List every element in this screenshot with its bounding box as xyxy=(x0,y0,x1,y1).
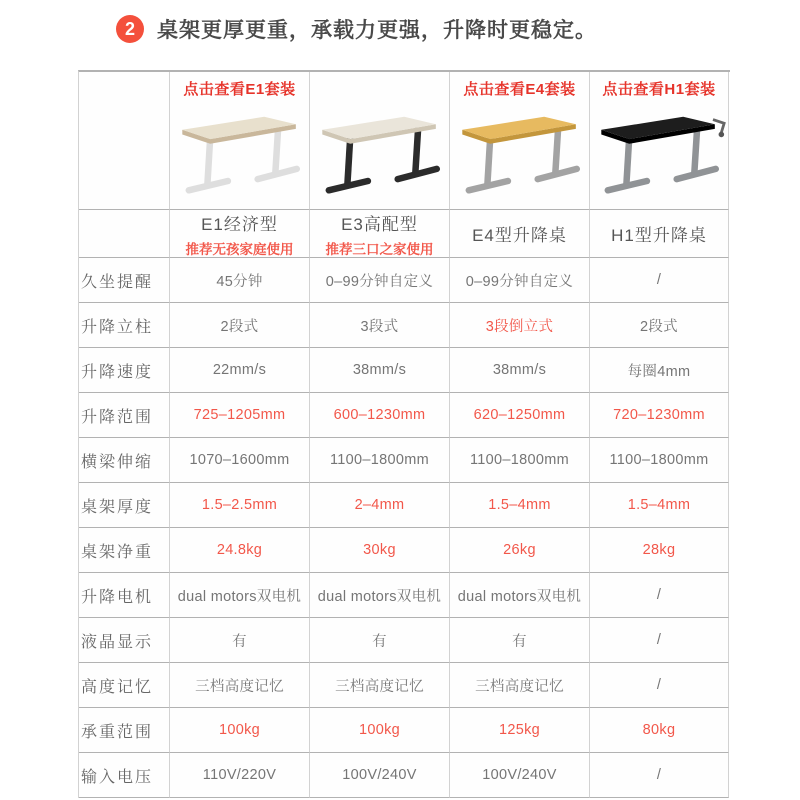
product-name-h1: H1型升降桌 xyxy=(611,226,707,245)
spec-value-e1: 45分钟 xyxy=(170,258,310,303)
spec-value-e4: 26kg xyxy=(450,528,590,573)
spec-row-label: 升降立柱 xyxy=(79,303,170,348)
spec-value-h1: 28kg xyxy=(590,528,729,573)
view-set-link-e4[interactable]: 点击查看E4套装 xyxy=(463,81,576,98)
spec-value-e3: 有 xyxy=(310,618,450,663)
spec-value-e3: 38mm/s xyxy=(310,348,450,393)
spec-value-e4: 1.5–4mm xyxy=(450,483,590,528)
spec-value-h1: 80kg xyxy=(590,708,729,753)
spec-value-e1: 22mm/s xyxy=(170,348,310,393)
spec-row-label: 液晶显示 xyxy=(79,618,170,663)
product-name-e4: E4型升降桌 xyxy=(472,226,567,245)
step-number-badge: 2 xyxy=(116,15,144,43)
spec-value-e3: 3段式 xyxy=(310,303,450,348)
spec-value-h1: / xyxy=(590,618,729,663)
spec-value-e4: 125kg xyxy=(450,708,590,753)
product-header-e1 xyxy=(170,72,310,210)
product-header-e4 xyxy=(450,72,590,210)
spec-value-h1: 每圈4mm xyxy=(590,348,729,393)
spec-value-e1: 1070–1600mm xyxy=(170,438,310,483)
spec-value-e4: 三档高度记忆 xyxy=(450,663,590,708)
product-subtitle-e1: 推荐无孩家庭使用 xyxy=(185,241,294,257)
desk-product-image xyxy=(173,104,307,204)
product-name-e1: E1经济型 xyxy=(201,214,278,234)
view-set-link-h1[interactable]: 点击查看H1套装 xyxy=(602,81,716,98)
section-headline xyxy=(116,14,597,44)
spec-corner-cell xyxy=(79,72,170,210)
spec-value-e4: 0–99分钟自定义 xyxy=(450,258,590,303)
spec-value-e4: 1100–1800mm xyxy=(450,438,590,483)
spec-row-label: 升降电机 xyxy=(79,573,170,618)
spec-row-label: 升降速度 xyxy=(79,348,170,393)
spec-value-e3: dual motors双电机 xyxy=(310,573,450,618)
spec-row-label: 桌架厚度 xyxy=(79,483,170,528)
spec-value-e3: 100V/240V xyxy=(310,753,450,798)
spec-value-e3: 600–1230mm xyxy=(310,393,450,438)
product-name-cell-e3 xyxy=(310,210,450,258)
spec-row-label: 久坐提醒 xyxy=(79,258,170,303)
product-name-cell-e1 xyxy=(170,210,310,258)
spec-value-e1: 1.5–2.5mm xyxy=(170,483,310,528)
view-set-link-e1[interactable]: 点击查看E1套装 xyxy=(183,81,296,98)
spec-row-label: 桌架净重 xyxy=(79,528,170,573)
product-comparison-table xyxy=(78,70,730,798)
product-subtitle-e3: 推荐三口之家使用 xyxy=(325,241,434,257)
desk-product-image xyxy=(313,104,447,204)
spec-value-e1: 24.8kg xyxy=(170,528,310,573)
spec-row-label: 横梁伸缩 xyxy=(79,438,170,483)
spec-value-h1: 2段式 xyxy=(590,303,729,348)
spec-value-e4: 38mm/s xyxy=(450,348,590,393)
spec-value-e1: dual motors双电机 xyxy=(170,573,310,618)
spec-value-h1: 1.5–4mm xyxy=(590,483,729,528)
spec-value-e1: 有 xyxy=(170,618,310,663)
product-name-cell-h1 xyxy=(590,210,729,258)
spec-row-label: 输入电压 xyxy=(79,753,170,798)
desk-product-image xyxy=(453,104,587,204)
spec-value-e3: 三档高度记忆 xyxy=(310,663,450,708)
spec-value-e1: 100kg xyxy=(170,708,310,753)
desk-product-image xyxy=(592,104,726,204)
spec-value-e1: 110V/220V xyxy=(170,753,310,798)
product-header-e3 xyxy=(310,72,450,210)
spec-value-h1: / xyxy=(590,753,729,798)
spec-row-label: 升降范围 xyxy=(79,393,170,438)
spec-value-e4: 3段倒立式 xyxy=(450,303,590,348)
spec-value-e4: dual motors双电机 xyxy=(450,573,590,618)
spec-name-spacer-cell xyxy=(79,210,170,258)
spec-value-e3: 0–99分钟自定义 xyxy=(310,258,450,303)
product-name-cell-e4 xyxy=(450,210,590,258)
product-name-e3: E3高配型 xyxy=(341,214,418,234)
section-title: 桌架更厚更重，承载力更强，升降时更稳定。 xyxy=(157,19,597,42)
spec-value-h1: / xyxy=(590,573,729,618)
spec-row-label: 承重范围 xyxy=(79,708,170,753)
spec-value-e3: 30kg xyxy=(310,528,450,573)
spec-value-e3: 100kg xyxy=(310,708,450,753)
spec-value-h1: 720–1230mm xyxy=(590,393,729,438)
spec-row-label: 高度记忆 xyxy=(79,663,170,708)
spec-value-e4: 有 xyxy=(450,618,590,663)
spec-value-e3: 1100–1800mm xyxy=(310,438,450,483)
spec-value-h1: / xyxy=(590,258,729,303)
product-header-h1 xyxy=(590,72,729,210)
spec-value-e3: 2–4mm xyxy=(310,483,450,528)
spec-value-h1: / xyxy=(590,663,729,708)
spec-value-e1: 三档高度记忆 xyxy=(170,663,310,708)
spec-value-e1: 725–1205mm xyxy=(170,393,310,438)
spec-value-h1: 1100–1800mm xyxy=(590,438,729,483)
spec-value-e4: 620–1250mm xyxy=(450,393,590,438)
spec-value-e1: 2段式 xyxy=(170,303,310,348)
spec-value-e4: 100V/240V xyxy=(450,753,590,798)
